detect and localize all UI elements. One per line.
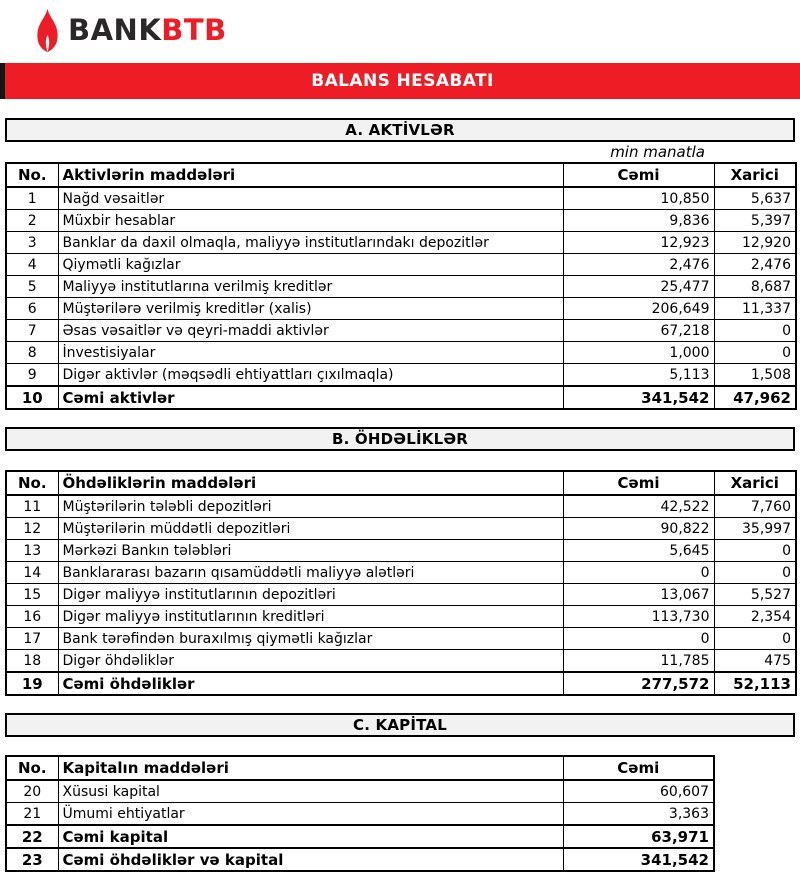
cell-no: 23 xyxy=(6,848,58,871)
cell-total: 9,836 xyxy=(563,210,714,232)
cell-item: Digər maliyyə institutlarının kreditləri xyxy=(58,606,563,628)
table-header-row xyxy=(6,756,714,780)
col-header-item: Kapitalın maddələri xyxy=(58,756,563,780)
section-b-header: B. ÖHDƏLİKLƏR xyxy=(5,427,795,451)
cell-total: 1,000 xyxy=(563,342,714,364)
logo-btb-word: BTB xyxy=(161,13,227,47)
assets-table xyxy=(5,162,797,410)
cell-total: 63,971 xyxy=(563,825,714,848)
unit-note: min manatla xyxy=(610,143,705,161)
cell-foreign: 11,337 xyxy=(714,298,796,320)
cell-no: 1 xyxy=(6,187,58,210)
cell-total: 113,730 xyxy=(563,606,714,628)
table-row xyxy=(6,825,714,848)
cell-item: İnvestisiyalar xyxy=(58,342,563,364)
cell-foreign: 0 xyxy=(714,628,796,650)
cell-no: 20 xyxy=(6,780,58,803)
cell-item: Digər aktivlər (məqsədli ehtiyattları çıxılmaqla) xyxy=(58,364,563,387)
cell-no: 19 xyxy=(6,672,58,695)
table-row xyxy=(6,320,796,342)
cell-no: 5 xyxy=(6,276,58,298)
cell-item: Nağd vəsaitlər xyxy=(58,187,563,210)
cell-total: 10,850 xyxy=(563,187,714,210)
cell-total: 25,477 xyxy=(563,276,714,298)
table-row xyxy=(6,210,796,232)
cell-foreign: 2,476 xyxy=(714,254,796,276)
table-row xyxy=(6,562,796,584)
col-header-foreign: Xarici xyxy=(714,471,796,495)
cell-foreign: 0 xyxy=(714,540,796,562)
cell-total: 12,923 xyxy=(563,232,714,254)
cell-foreign: 52,113 xyxy=(714,672,796,695)
table-row xyxy=(6,298,796,320)
cell-item: Qiymətli kağızlar xyxy=(58,254,563,276)
cell-no: 17 xyxy=(6,628,58,650)
cell-item: Əsas vəsaitlər və qeyri-maddi aktivlər xyxy=(58,320,563,342)
capital-table xyxy=(5,755,715,872)
cell-item: Bank tərəfindən buraxılmış qiymətli kağızlar xyxy=(58,628,563,650)
table-row xyxy=(6,672,796,695)
cell-foreign: 47,962 xyxy=(714,386,796,409)
cell-total: 277,572 xyxy=(563,672,714,695)
table-row xyxy=(6,386,796,409)
cell-total: 0 xyxy=(563,562,714,584)
cell-total: 42,522 xyxy=(563,495,714,518)
cell-no: 12 xyxy=(6,518,58,540)
col-header-no: No. xyxy=(6,471,58,495)
cell-item: Ümumi ehtiyatlar xyxy=(58,803,563,826)
cell-item: Cəmi aktivlər xyxy=(58,386,563,409)
cell-foreign: 5,397 xyxy=(714,210,796,232)
cell-foreign: 12,920 xyxy=(714,232,796,254)
cell-no: 15 xyxy=(6,584,58,606)
table-row xyxy=(6,780,714,803)
cell-foreign: 2,354 xyxy=(714,606,796,628)
cell-item: Müştərilərin müddətli depozitləri xyxy=(58,518,563,540)
cell-total: 341,542 xyxy=(563,848,714,871)
cell-no: 18 xyxy=(6,650,58,673)
table-header-row xyxy=(6,163,796,187)
cell-no: 21 xyxy=(6,803,58,826)
table-row xyxy=(6,650,796,673)
col-header-no: No. xyxy=(6,163,58,187)
cell-item: Cəmi öhdəliklər və kapital xyxy=(58,848,563,871)
cell-foreign: 475 xyxy=(714,650,796,673)
col-header-total: Cəmi xyxy=(563,756,714,780)
cell-total: 60,607 xyxy=(563,780,714,803)
section-c-header: C. KAPİTAL xyxy=(5,713,795,737)
cell-total: 67,218 xyxy=(563,320,714,342)
table-row xyxy=(6,803,714,826)
cell-total: 5,645 xyxy=(563,540,714,562)
table-row xyxy=(6,495,796,518)
cell-no: 16 xyxy=(6,606,58,628)
cell-item: Müştərilərin tələbli depozitləri xyxy=(58,495,563,518)
cell-item: Maliyyə institutlarına verilmiş kreditlər xyxy=(58,276,563,298)
table-row xyxy=(6,540,796,562)
cell-foreign: 1,508 xyxy=(714,364,796,387)
cell-no: 8 xyxy=(6,342,58,364)
cell-foreign: 5,637 xyxy=(714,187,796,210)
page-header xyxy=(0,0,800,63)
col-header-total: Cəmi xyxy=(563,471,714,495)
cell-total: 341,542 xyxy=(563,386,714,409)
cell-total: 13,067 xyxy=(563,584,714,606)
cell-foreign: 8,687 xyxy=(714,276,796,298)
table-row xyxy=(6,342,796,364)
cell-item: Digər öhdəliklər xyxy=(58,650,563,673)
cell-item: Mərkəzi Bankın tələbləri xyxy=(58,540,563,562)
cell-no: 14 xyxy=(6,562,58,584)
col-header-item: Aktivlərin maddələri xyxy=(58,163,563,187)
bank-logo xyxy=(34,7,227,54)
col-header-total: Cəmi xyxy=(563,163,714,187)
cell-item: Digər maliyyə institutlarının depozitləri xyxy=(58,584,563,606)
flame-icon xyxy=(34,7,61,54)
cell-no: 10 xyxy=(6,386,58,409)
cell-total: 2,476 xyxy=(563,254,714,276)
cell-foreign: 0 xyxy=(714,320,796,342)
cell-item: Müxbir hesablar xyxy=(58,210,563,232)
cell-no: 2 xyxy=(6,210,58,232)
cell-foreign: 5,527 xyxy=(714,584,796,606)
liabilities-table xyxy=(5,470,797,696)
logo-bank-word: BANK xyxy=(68,13,162,47)
cell-foreign: 35,997 xyxy=(714,518,796,540)
cell-total: 90,822 xyxy=(563,518,714,540)
table-row xyxy=(6,518,796,540)
table-row xyxy=(6,584,796,606)
cell-no: 7 xyxy=(6,320,58,342)
table-row xyxy=(6,276,796,298)
cell-item: Müştərilərə verilmiş kreditlər (xalis) xyxy=(58,298,563,320)
cell-total: 206,649 xyxy=(563,298,714,320)
cell-item: Banklar da daxil olmaqla, maliyyə institutlarındakı depozitlər xyxy=(58,232,563,254)
cell-item: Banklararası bazarın qısamüddətli maliyyə alətləri xyxy=(58,562,563,584)
cell-total: 5,113 xyxy=(563,364,714,387)
cell-foreign: 0 xyxy=(714,342,796,364)
table-row xyxy=(6,232,796,254)
table-row xyxy=(6,187,796,210)
table-row xyxy=(6,254,796,276)
cell-total: 11,785 xyxy=(563,650,714,673)
table-row xyxy=(6,848,714,871)
cell-item: Xüsusi kapital xyxy=(58,780,563,803)
table-row xyxy=(6,606,796,628)
table-header-row xyxy=(6,471,796,495)
logo-text xyxy=(68,13,227,47)
cell-no: 6 xyxy=(6,298,58,320)
cell-total: 3,363 xyxy=(563,803,714,826)
cell-no: 22 xyxy=(6,825,58,848)
col-header-item: Öhdəliklərin maddələri xyxy=(58,471,563,495)
cell-no: 4 xyxy=(6,254,58,276)
col-header-foreign: Xarici xyxy=(714,163,796,187)
cell-no: 13 xyxy=(6,540,58,562)
cell-foreign: 7,760 xyxy=(714,495,796,518)
report-body xyxy=(0,118,800,872)
cell-item: Cəmi kapital xyxy=(58,825,563,848)
cell-no: 3 xyxy=(6,232,58,254)
section-a-header: A. AKTİVLƏR xyxy=(5,118,795,142)
cell-no: 9 xyxy=(6,364,58,387)
cell-foreign: 0 xyxy=(714,562,796,584)
report-title: BALANS HESABATI xyxy=(311,71,494,91)
cell-total: 0 xyxy=(563,628,714,650)
cell-item: Cəmi öhdəliklər xyxy=(58,672,563,695)
table-row xyxy=(6,364,796,387)
col-header-no: No. xyxy=(6,756,58,780)
table-row xyxy=(6,628,796,650)
cell-no: 11 xyxy=(6,495,58,518)
report-banner xyxy=(0,63,800,99)
